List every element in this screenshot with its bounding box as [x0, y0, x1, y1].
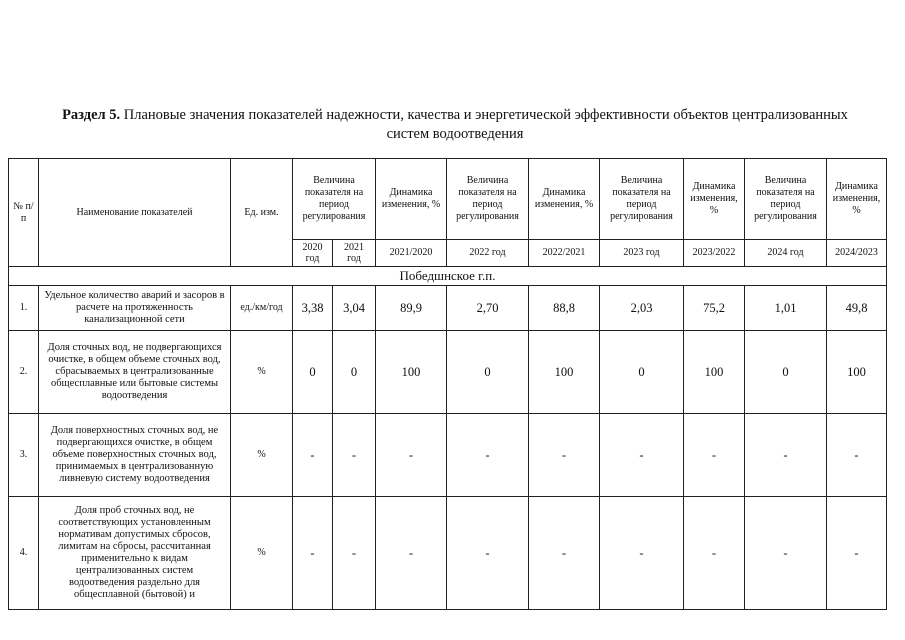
row-value: 89,9 — [376, 286, 447, 331]
row-number: 3. — [9, 414, 39, 497]
row-value: - — [827, 414, 887, 497]
row-value: - — [447, 414, 529, 497]
row-value: - — [333, 414, 376, 497]
row-value: - — [529, 497, 600, 610]
row-value: - — [293, 497, 333, 610]
col-name-header: Наименование показателей — [39, 159, 231, 267]
row-value: - — [529, 414, 600, 497]
row-value: 100 — [529, 331, 600, 414]
row-value: 0 — [745, 331, 827, 414]
indicators-table — [8, 158, 887, 610]
table-header-row — [9, 159, 887, 240]
row-value: 0 — [600, 331, 684, 414]
col-num-header: № п/п — [9, 159, 39, 267]
section-heading-number: Раздел 5. — [62, 107, 121, 123]
col-dynamics-2023-header: Динамика изменения, % — [684, 159, 745, 240]
row-unit: % — [231, 497, 293, 610]
row-value: 100 — [376, 331, 447, 414]
sub-header-cell: 2021 год — [333, 240, 376, 267]
row-value: - — [745, 497, 827, 610]
col-dynamics-2021-header: Динамика изменения, % — [376, 159, 447, 240]
row-value: 3,04 — [333, 286, 376, 331]
col-value-2020-2021-header: Величина показателя на период регулирования — [293, 159, 376, 240]
row-number: 1. — [9, 286, 39, 331]
row-value: 2,03 — [600, 286, 684, 331]
row-indicator-name: Удельное количество аварий и засоров в расчете на протяженность канализационной сети — [39, 286, 231, 331]
col-unit-header: Ед. изм. — [231, 159, 293, 267]
table-row — [9, 414, 887, 497]
row-value: - — [600, 414, 684, 497]
row-value: - — [293, 414, 333, 497]
row-value: 100 — [684, 331, 745, 414]
row-value: 75,2 — [684, 286, 745, 331]
row-value: - — [745, 414, 827, 497]
row-value: 0 — [293, 331, 333, 414]
sub-header-cell: 2024 год — [745, 240, 827, 267]
table-row — [9, 286, 887, 331]
row-unit: % — [231, 414, 293, 497]
section-name: Победшнское г.п. — [9, 267, 887, 286]
row-unit: ед./км/год — [231, 286, 293, 331]
col-value-2022-header: Величина показателя на период регулирования — [447, 159, 529, 240]
row-number: 4. — [9, 497, 39, 610]
sub-header-cell: 2023/2022 — [684, 240, 745, 267]
row-value: 49,8 — [827, 286, 887, 331]
section-row — [9, 267, 887, 286]
table-row — [9, 497, 887, 610]
row-unit: % — [231, 331, 293, 414]
sub-header-cell: 2024/2023 — [827, 240, 887, 267]
row-value: 100 — [827, 331, 887, 414]
section-heading — [60, 106, 850, 144]
row-value: 2,70 — [447, 286, 529, 331]
row-indicator-name: Доля поверхностных сточных вод, не подвергающихся очистке, в общем объеме поверхностных сточных вод, принимаемых в централизованную ливневую систему водоотведения — [39, 414, 231, 497]
sub-header-cell: 2020 год — [293, 240, 333, 267]
row-number: 2. — [9, 331, 39, 414]
col-dynamics-2022-header: Динамика изменения, % — [529, 159, 600, 240]
sub-header-cell: 2022/2021 — [529, 240, 600, 267]
sub-header-cell: 2021/2020 — [376, 240, 447, 267]
row-value: - — [827, 497, 887, 610]
section-heading-text: Плановые значения показателей надежности, качества и энергетической эффективности объектов централизованных систем водоотведения — [120, 107, 848, 142]
row-value: - — [684, 497, 745, 610]
row-indicator-name: Доля проб сточных вод, не соответствующих установленным нормативам допустимых сбросов, лимитам на сбросы, рассчитанная применительно к видам централизованных систем водоотведения раздельно для общесплавной (бытовой) и — [39, 497, 231, 610]
row-value: 3,38 — [293, 286, 333, 331]
row-value: - — [376, 497, 447, 610]
table-row — [9, 331, 887, 414]
row-value: 1,01 — [745, 286, 827, 331]
col-value-2023-header: Величина показателя на период регулирования — [600, 159, 684, 240]
row-value: 0 — [447, 331, 529, 414]
row-value: - — [376, 414, 447, 497]
col-dynamics-2024-header: Динамика изменения, % — [827, 159, 887, 240]
row-value: - — [447, 497, 529, 610]
row-value: - — [684, 414, 745, 497]
row-value: 0 — [333, 331, 376, 414]
row-value: 88,8 — [529, 286, 600, 331]
sub-header-cell: 2022 год — [447, 240, 529, 267]
row-value: - — [333, 497, 376, 610]
row-indicator-name: Доля сточных вод, не подвергающихся очистке, в общем объеме сточных вод, сбрасываемых в централизованные общесплавные или бытовые системы водоотведения — [39, 331, 231, 414]
sub-header-cell: 2023 год — [600, 240, 684, 267]
col-value-2024-header: Величина показателя на период регулирования — [745, 159, 827, 240]
row-value: - — [600, 497, 684, 610]
